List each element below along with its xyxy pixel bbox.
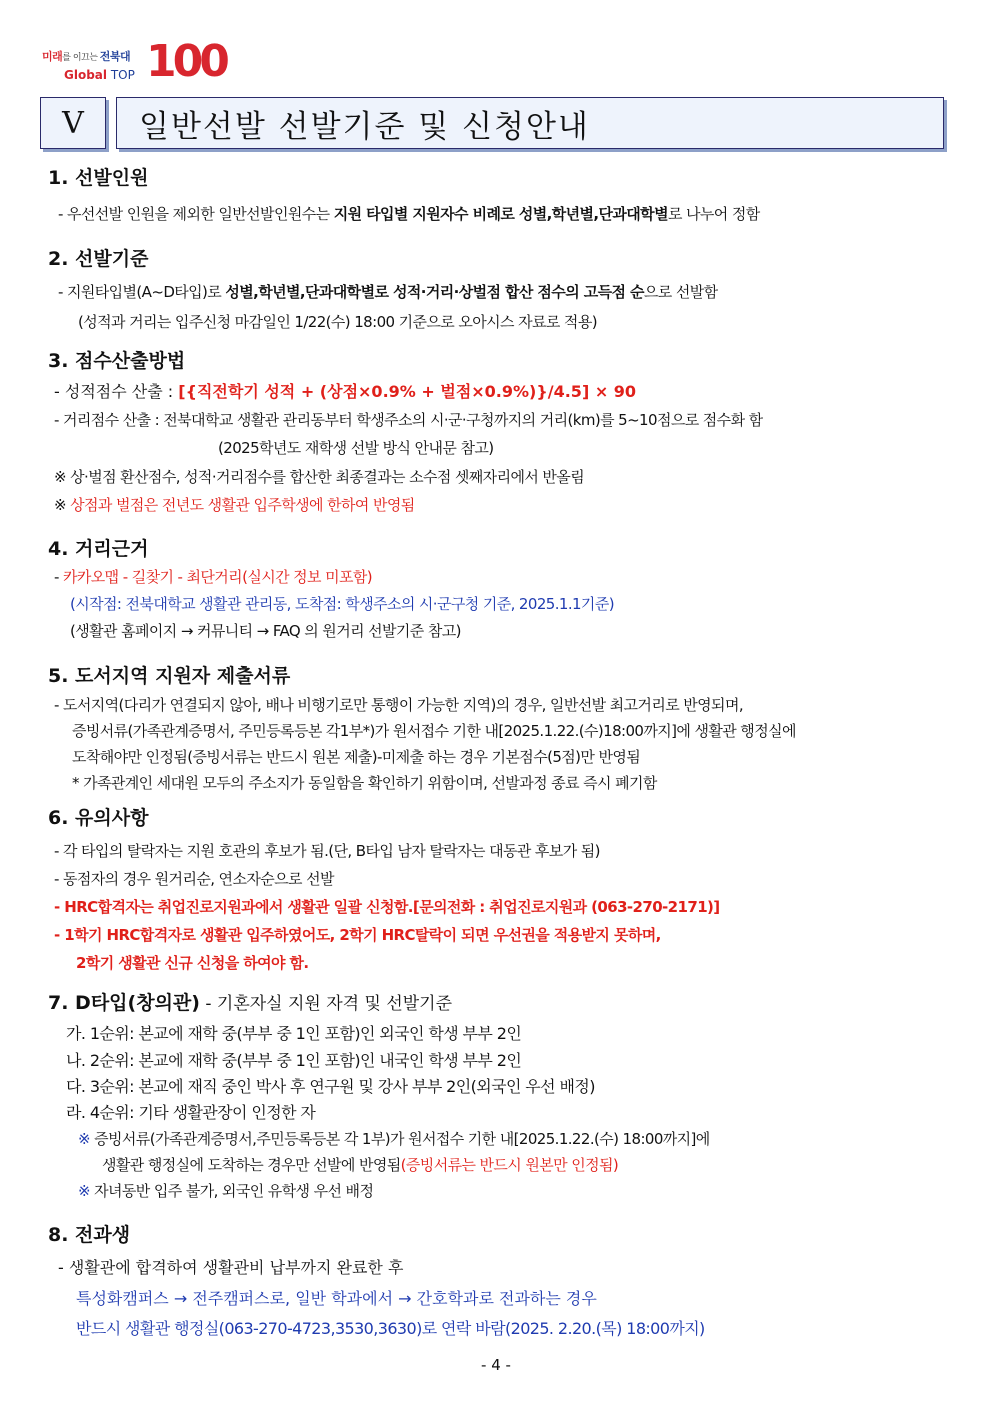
section-8-line-2: 특성화캠퍼스 → 전주캠퍼스로, 일반 학과에서 → 간호학과로 전과하는 경우 bbox=[76, 1289, 597, 1308]
s2-l1-tail: 으로 선발함 bbox=[643, 283, 718, 301]
logo-tagline bbox=[42, 48, 130, 64]
section-2-line-1 bbox=[58, 283, 718, 301]
logo-top: TOP bbox=[107, 68, 135, 82]
section-7-line-5 bbox=[78, 1130, 710, 1148]
s7-heading-rest: - 기혼자실 지원 자격 및 선발기준 bbox=[199, 994, 453, 1014]
section-3-line-2: - 거리점수 산출 : 전북대학교 생활관 관리동부터 학생주소의 시·군·구청까지의 거리(km)를 5~10점으로 점수화 함 bbox=[54, 411, 763, 429]
section-1-line-1 bbox=[58, 205, 760, 223]
section-6-line-4: - 1학기 HRC합격자로 생활관 입주하였어도, 2학기 HRC탈락이 되면 우선권을 적용받지 못하며, bbox=[54, 926, 661, 944]
section-5-line-1: - 도서지역(다리가 연결되지 않아, 배나 비행기로만 통행이 가능한 지역)의 경우, 일반선발 최고거리로 반영되며, bbox=[54, 696, 744, 714]
note-mark: ※ bbox=[54, 496, 71, 514]
section-5-line-2: 증빙서류(가족관계증명서, 주민등록등본 각1부*)가 원서접수 기한 내[2025.1.22.(수)18:00까지]에 생활관 행정실에 bbox=[72, 722, 796, 740]
section-1-heading: 1. 선발인원 bbox=[48, 167, 149, 189]
section-6-line-2: - 동점자의 경우 원거리순, 연소자순으로 선발 bbox=[54, 870, 334, 888]
section-6-line-1: - 각 타입의 탈락자는 지원 호관의 후보가 됨.(단, B타입 남자 탈락자는 대동관 후보가 됨) bbox=[54, 842, 600, 860]
section-6-line-3: - HRC합격자는 취업진로지원과에서 생활관 일괄 신청함.[문의전화 : 취업진로지원과 (063-270-2171)] bbox=[54, 898, 720, 916]
logo-global: Global bbox=[64, 68, 108, 82]
section-2-line-2: (성적과 거리는 입주신청 마감일인 1/22(수) 18:00 기준으로 오아시스 자료로 적용) bbox=[78, 313, 597, 331]
logo-100: 100 bbox=[146, 36, 226, 87]
section-7-heading bbox=[48, 988, 452, 1015]
section-5-line-3: 도착해야만 인정됨(증빙서류는 반드시 원본 제출)-미제출 하는 경우 기본점수(5점)만 반영됨 bbox=[72, 748, 641, 766]
logo-tagline-blue: 전북대 bbox=[99, 50, 131, 63]
section-7-line-4: 라. 4순위: 기타 생활관장이 인정한 자 bbox=[66, 1103, 316, 1122]
university-logo bbox=[42, 36, 226, 94]
section-8-heading: 8. 전과생 bbox=[48, 1224, 131, 1246]
section-6-line-5: 2학기 생활관 신규 신청을 하여야 함. bbox=[76, 954, 309, 972]
grade-score-formula: [{직전학기 성적 + (상점×0.9% + 벌점×0.9%)}/4.5] × 90 bbox=[178, 382, 637, 401]
s2-l1-text: - 지원타입별(A~D타입)로 bbox=[58, 283, 226, 301]
section-3-line-5 bbox=[54, 496, 415, 514]
section-3-line-4: ※ 상·벌점 환산점수, 성적·거리점수를 합산한 최종결과는 소수점 셋째자리에서 반올림 bbox=[54, 468, 585, 486]
s1-l1-tail: 로 나누어 정함 bbox=[667, 205, 760, 223]
s3-l5-red: 상점과 벌점은 전년도 생활관 입주학생에 한하여 반영됨 bbox=[70, 496, 415, 514]
note-mark: ※ bbox=[78, 1130, 95, 1148]
page-number: - 4 - bbox=[481, 1356, 511, 1374]
section-4-line-2: (시작점: 전북대학교 생활관 관리동, 도착점: 학생주소의 시·군구청 기준, 2025.1.1기준) bbox=[70, 595, 614, 613]
s2-l1-bold: 성별,학년별,단과대학별로 성적·거리·상벌점 합산 점수의 고득점 순 bbox=[225, 283, 644, 301]
s7-heading-bold: 7. D타입(창의관) bbox=[48, 992, 200, 1014]
s7-l6-red: (증빙서류는 반드시 원본만 인정됨) bbox=[400, 1156, 619, 1174]
s7-l7-text: 자녀동반 입주 불가, 외국인 유학생 우선 배정 bbox=[94, 1182, 374, 1200]
s7-l6-text: 생활관 행정실에 도착하는 경우만 선발에 반영됨 bbox=[102, 1156, 401, 1174]
logo-tagline-small: 를 이끄는 bbox=[62, 53, 100, 63]
logo-tagline-red: 미래 bbox=[42, 50, 63, 63]
section-4-heading: 4. 거리근거 bbox=[48, 538, 149, 560]
section-4-line-3: (생활관 홈페이지 → 커뮤니티 → FAQ 의 원거리 선발기준 참고) bbox=[70, 622, 461, 640]
s3-l1-label: - 성적점수 산출 : bbox=[54, 382, 179, 401]
s1-l1-bold: 지원 타입별 지원자수 비례로 성별,학년별,단과대학별 bbox=[333, 205, 668, 223]
section-8-line-1: - 생활관에 합격하여 생활관비 납부까지 완료한 후 bbox=[58, 1258, 404, 1277]
section-4-line-1 bbox=[54, 568, 372, 586]
section-8-line-3: 반드시 생활관 행정실(063-270-4723,3530,3630)로 연락 바람(2025. 2.20.(목) 18:00까지) bbox=[76, 1319, 705, 1338]
s7-l5-text: 증빙서류(가족관계증명서,주민등록등본 각 1부)가 원서접수 기한 내[2025.1.22.(수) 18:00까지]에 bbox=[94, 1130, 710, 1148]
section-3-heading: 3. 점수산출방법 bbox=[48, 350, 186, 372]
s4-dash: - bbox=[54, 568, 63, 586]
section-2-heading: 2. 선발기준 bbox=[48, 248, 149, 270]
note-mark: ※ bbox=[78, 1182, 95, 1200]
chapter-number: V bbox=[40, 97, 106, 149]
section-5-line-4: * 가족관계인 세대원 모두의 주소지가 동일함을 확인하기 위함이며, 선발과정 종료 즉시 폐기함 bbox=[72, 774, 657, 792]
section-7-line-7 bbox=[78, 1182, 373, 1200]
section-3-line-3: (2025학년도 재학생 선발 방식 안내문 참고) bbox=[218, 439, 494, 457]
section-7-line-3: 다. 3순위: 본교에 재직 중인 박사 후 연구원 및 강사 부부 2인(외국인 우선 배정) bbox=[66, 1077, 595, 1096]
section-6-heading: 6. 유의사항 bbox=[48, 807, 149, 829]
section-7-line-2: 나. 2순위: 본교에 재학 중(부부 중 1인 포함)인 내국인 학생 부부 2인 bbox=[66, 1051, 522, 1070]
section-7-line-1: 가. 1순위: 본교에 재학 중(부부 중 1인 포함)인 외국인 학생 부부 2인 bbox=[66, 1024, 522, 1043]
section-7-line-6 bbox=[102, 1156, 618, 1174]
section-3-line-1 bbox=[54, 382, 636, 401]
s4-l1-red: 카카오맵 - 길찾기 - 최단거리(실시간 정보 미포함) bbox=[62, 568, 373, 586]
logo-global-top bbox=[64, 68, 135, 82]
page-title: 일반선발 선발기준 및 신청안내 bbox=[116, 97, 944, 149]
section-5-heading: 5. 도서지역 지원자 제출서류 bbox=[48, 665, 291, 687]
s1-l1-text: - 우선선발 인원을 제외한 일반선발인원수는 bbox=[58, 205, 334, 223]
